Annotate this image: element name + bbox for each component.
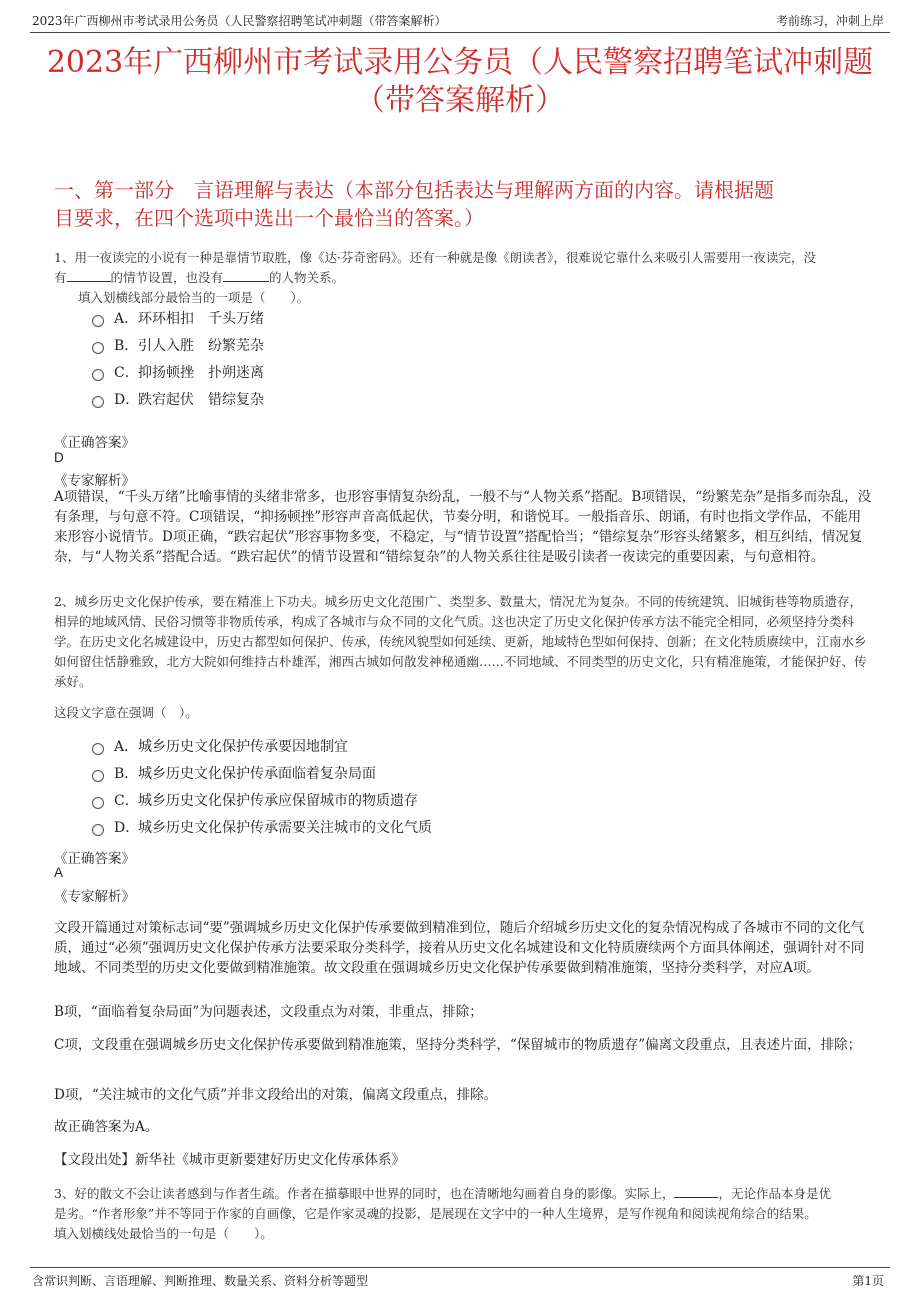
question-1-text-line-2: 有 的情节设置，也没有 的人物关系。 bbox=[54, 270, 345, 285]
page-footer bbox=[30, 1267, 890, 1288]
page-number: 第1页 bbox=[852, 1274, 884, 1288]
question-3-prompt: 填入划横线处最恰当的一句是（ ）。 bbox=[54, 1226, 273, 1241]
radio-button-icon[interactable] bbox=[92, 396, 104, 408]
question-1-text-line-1: 1、用一夜读完的小说有一种是靠情节取胜，像《达·芬奇密码》。还有一种就是像《朗读者》，很难说它靠什么来吸引人需要用一夜读完，没 bbox=[54, 250, 816, 265]
question-1-stem bbox=[54, 248, 874, 308]
question-2-options bbox=[92, 732, 432, 840]
analysis-paragraph-5: 故正确答案为A。 bbox=[54, 1119, 159, 1135]
expert-analysis-label: 《专家解析》 bbox=[54, 889, 135, 905]
section-heading-line-1: 一、第一部分 言语理解与表达（本部分包括表达与理解两方面的内容。请根据题 bbox=[54, 178, 774, 202]
title-line-2: （带答案解析） bbox=[355, 83, 565, 118]
correct-answer-value: A bbox=[54, 865, 64, 880]
radio-button-icon[interactable] bbox=[92, 342, 104, 354]
section-heading bbox=[54, 176, 880, 232]
correct-answer-label: 《正确答案》 bbox=[54, 851, 135, 867]
answer-blank bbox=[223, 269, 269, 282]
question-1-options bbox=[92, 304, 264, 412]
question-2-stem: 2、城乡历史文化保护传承，要在精准上下功夫。城乡历史文化范围广、类型多、数量大，情况尤为复杂。不同的传统建筑、旧城街巷等物质遗存，相异的地域风情、民俗习惯等非物质传承，构成了各城市与众不同的文化气质。这也决定了历史文化保护传承方法不能完全相同，必须坚持分类科学。在历史文化名城建设中，历史古都型如何保护、传承，传统风貌型如何延续、更新，地域特色型如何保持、创新；在文化特质赓续中，江南水乡如何留住恬静雅致，北方大院如何维持古朴雄浑，湘西古城如何散发神秘通幽……不同地域、不同类型的历史文化，只有精准施策，才能保护好、传承好。 bbox=[54, 594, 867, 689]
question-1-prompt: 填入划横线部分最恰当的一项是（ ）。 bbox=[78, 290, 310, 305]
analysis-paragraph-3: C项，文段重在强调城乡历史文化保护传承要做到精准施策，坚持分类科学，“保留城市的物质遗存”偏离文段重点，且表述片面，排除； bbox=[54, 1037, 862, 1053]
correct-answer-value: D bbox=[54, 450, 64, 465]
analysis-paragraph-1: 文段开篇通过对策标志词“要”强调城乡历史文化保护传承要做到精准到位，随后介绍城乡历史文化的复杂情况构成了各城市不同的文化气质，通过“必须”强调历史文化保护传承方法要采取分类科学，接着从历史文化名城建设和文化特质赓续两个方面具体阐述，强调针对不同地域、不同类型的历史文化要做到精准施策。故文段重在强调城乡历史文化保护传承要做到精准施策，坚持分类科学，对应A项。 bbox=[54, 920, 865, 976]
radio-button-icon[interactable] bbox=[92, 770, 104, 782]
radio-button-icon[interactable] bbox=[92, 369, 104, 381]
page-header bbox=[30, 10, 890, 33]
answer-blank bbox=[674, 1185, 718, 1198]
option-a[interactable]: A． 城乡历史文化保护传承要因地制宜 bbox=[92, 732, 432, 759]
header-doc-title: 2023年广西柳州市考试录用公务员（人民警察招聘笔试冲刺题（带答案解析） bbox=[32, 14, 447, 28]
source-citation: 【文段出处】新华社《城市更新要建好历史文化传承体系》 bbox=[54, 1152, 405, 1168]
expert-analysis-label: 《专家解析》 bbox=[54, 473, 135, 489]
radio-button-icon[interactable] bbox=[92, 797, 104, 809]
correct-answer-label: 《正确答案》 bbox=[54, 435, 135, 451]
option-d[interactable]: D． 跌宕起伏 错综复杂 bbox=[92, 385, 264, 412]
option-b[interactable]: B． 城乡历史文化保护传承面临着复杂局面 bbox=[92, 759, 432, 786]
radio-button-icon[interactable] bbox=[92, 824, 104, 836]
section-heading-line-2: 目要求，在四个选项中选出一个最恰当的答案。） bbox=[54, 206, 484, 230]
radio-button-icon[interactable] bbox=[92, 315, 104, 327]
footer-note: 含常识判断、言语理解、判断推理、数量关系、资料分析等题型 bbox=[32, 1274, 369, 1288]
option-a[interactable]: A． 环环相扣 千头万绪 bbox=[92, 304, 264, 331]
option-c[interactable]: C． 城乡历史文化保护传承应保留城市的物质遗存 bbox=[92, 786, 432, 813]
question-3-text-line-1: 3、好的散文不会让读者感到与作者生疏。作者在描摹眼中世界的同时，也在清晰地勾画着自身的影像。实际上， ，无论作品本身是优 bbox=[54, 1186, 831, 1201]
expert-analysis-text: A项错误，“千头万绪”比喻事情的头绪非常多，也形容事情复杂纷乱，一般不与“人物关系”搭配。B项错误，“纷繁芜杂”是指多而杂乱，没有条理，与句意不符。C项错误，“抑扬顿挫”形容声音高低起伏，节奏分明，和谐悦耳。一般指音乐、朗诵，有时也指文学作品，不能用来形容小说情节。D项正确，“跌宕起伏”形容事物多变，不稳定，与“情节设置”搭配恰当；“错综复杂”形容头绪繁多，相互纠结，情况复杂，与“人物关系”搭配合适。“跌宕起伏”的情节设置和“错综复杂”的人物关系往往是吸引读者一夜读完的重要因素，与句意相符。 bbox=[54, 489, 872, 565]
document-title bbox=[30, 44, 890, 120]
title-line-1: 2023年广西柳州市考试录用公务员（人民警察招聘笔试冲刺题 bbox=[46, 45, 874, 80]
option-c[interactable]: C． 抑扬顿挫 扑朔迷离 bbox=[92, 358, 264, 385]
analysis-paragraph-2: B项，“面临着复杂局面”为问题表述，文段重点为对策，非重点，排除； bbox=[54, 1004, 483, 1020]
answer-blank bbox=[67, 269, 111, 282]
option-d[interactable]: D． 城乡历史文化保护传承需要关注城市的文化气质 bbox=[92, 813, 432, 840]
header-slogan: 考前练习，冲刺上岸 bbox=[775, 14, 884, 28]
radio-button-icon[interactable] bbox=[92, 743, 104, 755]
analysis-paragraph-4: D项，“关注城市的文化气质”并非文段给出的对策，偏离文段重点，排除。 bbox=[54, 1087, 498, 1103]
question-3-stem bbox=[54, 1184, 874, 1244]
question-2-prompt: 这段文字意在强调（ ）。 bbox=[54, 705, 198, 720]
option-b[interactable]: B． 引人入胜 纷繁芜杂 bbox=[92, 331, 264, 358]
question-3-text-line-2: 是劣。“作者形象”并不等同于作家的自画像，它是作家灵魂的投影，是展现在文字中的一种人生境界，是写作视角和阅读视角综合的结果。 bbox=[54, 1206, 817, 1221]
